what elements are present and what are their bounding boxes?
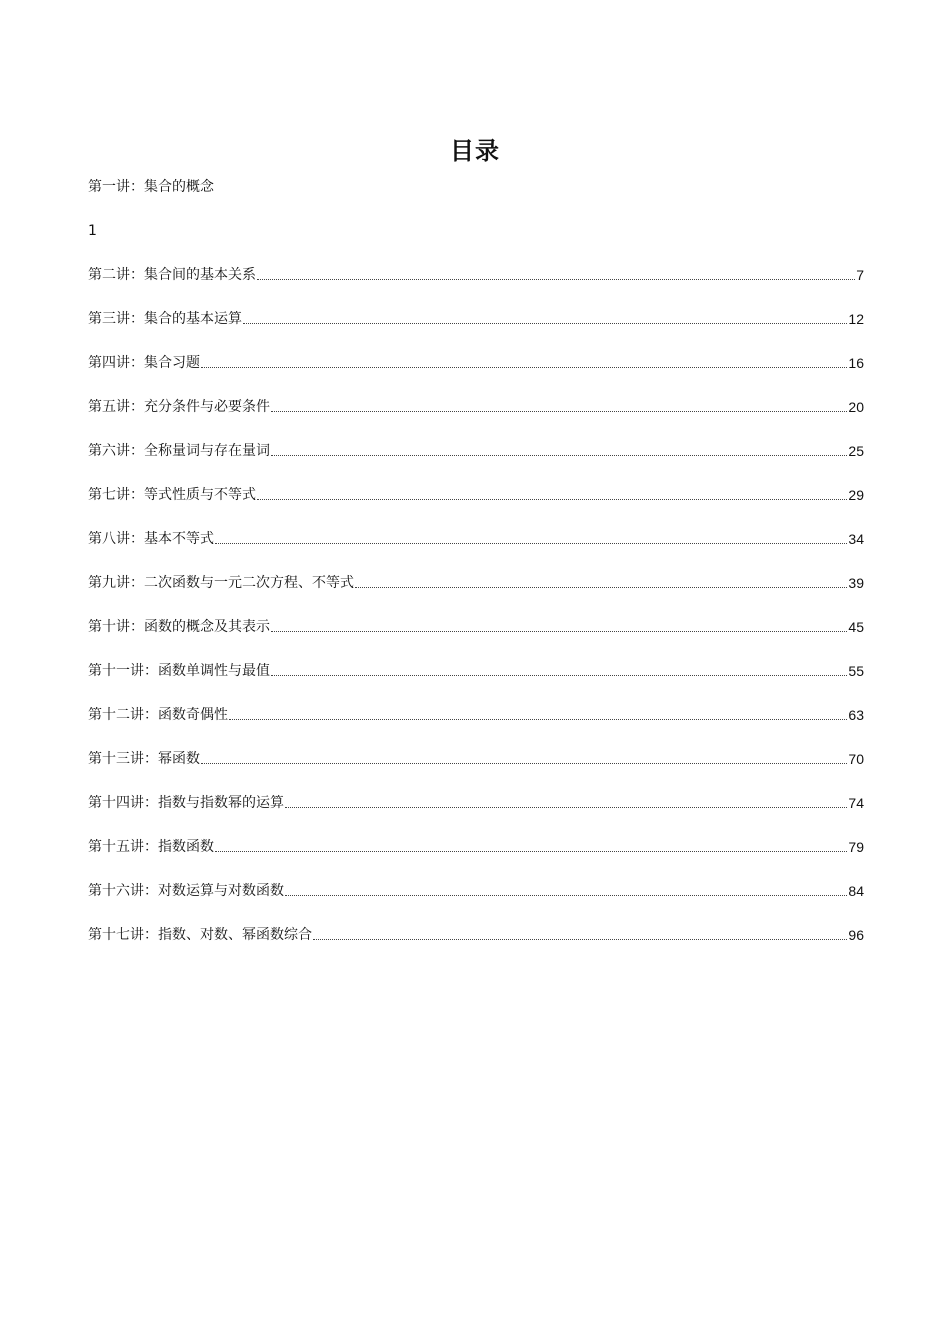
- toc-dot-leader: [229, 718, 847, 720]
- toc-dot-leader: [257, 498, 847, 500]
- toc-entry-label: 第六讲：全称量词与存在量词: [88, 443, 270, 459]
- toc-entry-page: 70: [848, 751, 864, 767]
- toc-dot-leader: [271, 410, 847, 412]
- toc-dot-leader: [313, 938, 847, 940]
- toc-entry-label: 第十一讲：函数单调性与最值: [88, 663, 270, 679]
- toc-entry-label: 第十讲：函数的概念及其表示: [88, 619, 270, 635]
- toc-entry-page: 39: [848, 575, 864, 591]
- toc-entry: [88, 617, 864, 637]
- toc-entry-label: 第五讲：充分条件与必要条件: [88, 399, 270, 415]
- toc-entry-page: 12: [848, 311, 864, 327]
- toc-entry-label: 第二讲：集合间的基本关系: [88, 267, 256, 283]
- toc-entry-page: 1: [88, 223, 97, 239]
- toc-entry-label: 第七讲：等式性质与不等式: [88, 487, 256, 503]
- toc-entry-page: 16: [848, 355, 864, 371]
- toc-entry-label: 第十二讲：函数奇偶性: [88, 707, 228, 723]
- toc-dot-leader: [201, 762, 847, 764]
- toc-entry-label: 第十六讲：对数运算与对数函数: [88, 883, 284, 899]
- toc-entry-label: 第四讲：集合习题: [88, 355, 200, 371]
- toc-entry: [88, 661, 864, 681]
- toc-entry-page: 74: [848, 795, 864, 811]
- toc-entry-page: 20: [848, 399, 864, 415]
- toc-dot-leader: [201, 366, 847, 368]
- toc-entry: [88, 441, 864, 461]
- toc-entry: [88, 265, 864, 285]
- toc-entry-page: 63: [848, 707, 864, 723]
- toc-entry-page: 25: [848, 443, 864, 459]
- toc-entry-page: 55: [848, 663, 864, 679]
- toc-entry-page: 34: [848, 531, 864, 547]
- toc-entry-label: 第十五讲：指数函数: [88, 839, 214, 855]
- toc-entry: [88, 881, 864, 901]
- toc-entry: [88, 529, 864, 549]
- toc-dot-leader: [257, 278, 855, 280]
- toc-entry: [88, 397, 864, 417]
- toc-entry: [88, 309, 864, 329]
- toc-dot-leader: [271, 630, 847, 632]
- toc-entry-label: 第三讲：集合的基本运算: [88, 311, 242, 327]
- toc-dot-leader: [271, 454, 847, 456]
- toc-entry-page: 79: [848, 839, 864, 855]
- toc-entry-page: 84: [848, 883, 864, 899]
- toc-entry: [88, 353, 864, 373]
- toc-entry: [88, 749, 864, 769]
- toc-entry: [88, 485, 864, 505]
- toc-entry-page: 96: [848, 927, 864, 943]
- toc-dot-leader: [271, 674, 847, 676]
- toc-dot-leader: [285, 806, 847, 808]
- toc-entry-label: 第八讲：基本不等式: [88, 531, 214, 547]
- toc-entry: [88, 837, 864, 857]
- toc-title: 目录: [450, 137, 500, 165]
- toc-entry: [88, 705, 864, 725]
- toc-entry-label: 第九讲：二次函数与一元二次方程、不等式: [88, 575, 354, 591]
- toc-dot-leader: [215, 850, 847, 852]
- toc-entry-label: 第一讲：集合的概念: [88, 179, 214, 195]
- toc-entry-label: 第十四讲：指数与指数幂的运算: [88, 795, 284, 811]
- toc-dot-leader: [243, 322, 847, 324]
- toc-entry: [88, 573, 864, 593]
- toc-entry-page: 29: [848, 487, 864, 503]
- toc-dot-leader: [215, 542, 847, 544]
- toc-entry-label: 第十三讲：幂函数: [88, 751, 200, 767]
- toc-entry: [88, 925, 864, 945]
- toc-dot-leader: [355, 586, 847, 588]
- toc-entry-label: 第十七讲：指数、对数、幂函数综合: [88, 927, 312, 943]
- toc-entry: [88, 793, 864, 813]
- toc-entry-page: 45: [848, 619, 864, 635]
- toc-dot-leader: [285, 894, 847, 896]
- toc-entry-page: 7: [856, 267, 864, 283]
